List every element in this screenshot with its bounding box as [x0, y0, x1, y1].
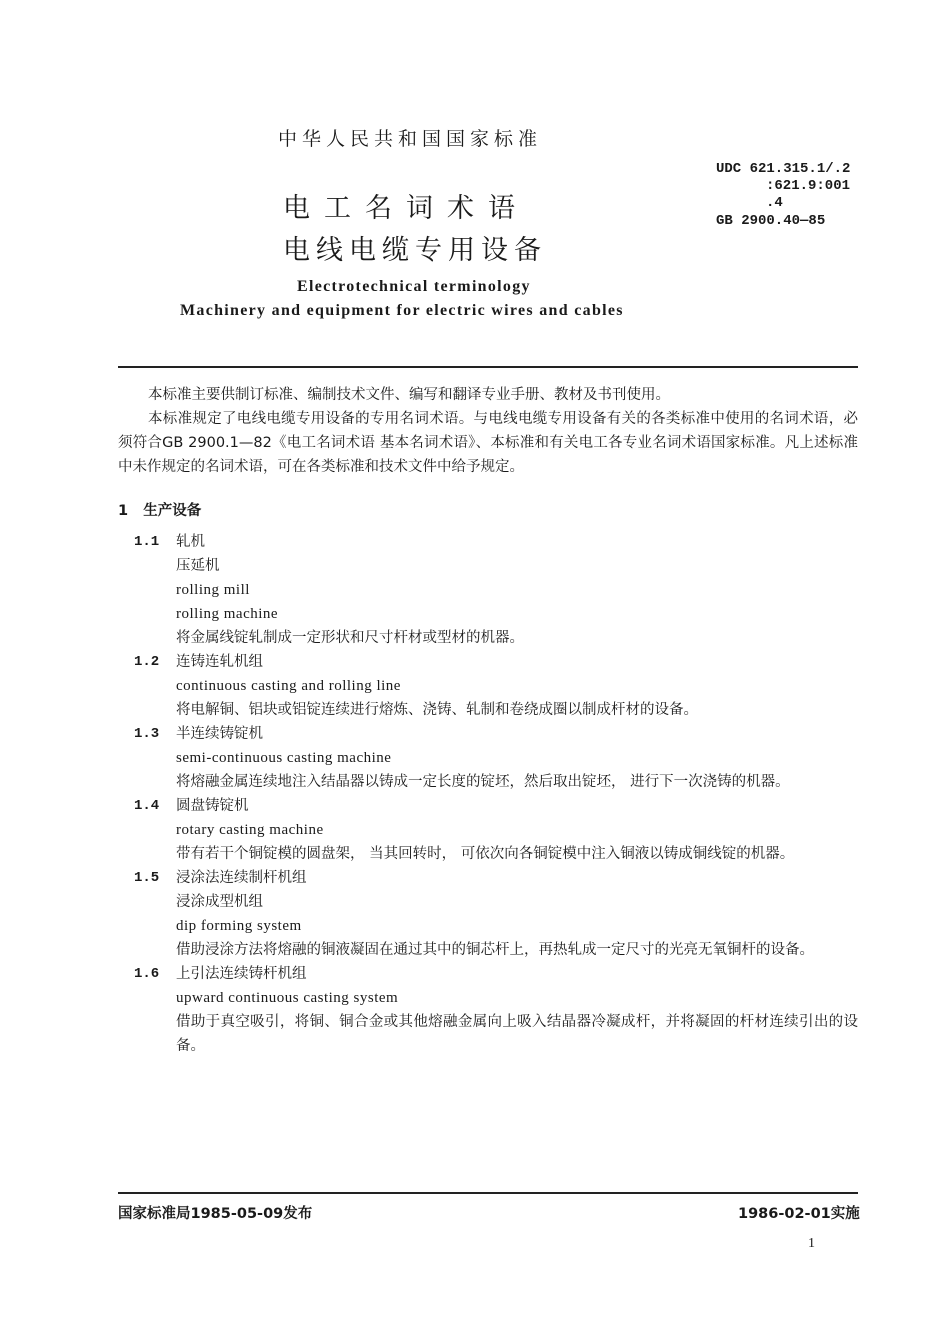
term-definition: 将熔融金属连续地注入结晶器以铸成一定长度的锭坯，然后取出锭坯， 进行下一次浇铸的机器。: [176, 774, 790, 790]
term-en: semi-continuous casting machine: [176, 750, 392, 766]
intro-text: [118, 383, 858, 479]
section-title: 生产设备: [143, 503, 202, 519]
term-cn: 压延机: [176, 558, 220, 574]
intro-paragraph-2: 本标准规定了电线电缆专用设备的专用名词术语。与电线电缆专用设备有关的各类标准中使用的名词术语，必须符合GB 2900.1—82《电工名词术语 基本名词术语》、本标准和有关电工各专业名词术语国家标准。凡上述标准中未作规定的名词术语，可在各类标准和技术文件中给予规定。: [118, 411, 858, 475]
term-definition: 借助浸涂方法将熔融的铜液凝固在通过其中的铜芯杆上，再热轧成一定尺寸的光亮无氧铜杆的设备。: [176, 942, 814, 958]
term-cn: 浸涂成型机组: [176, 894, 263, 910]
udc-code-line1: UDC 621.315.1/.2: [716, 161, 851, 177]
intro-paragraph-1: 本标准主要供制订标准、编制技术文件、编写和翻译专业手册、教材及书刊使用。: [148, 387, 670, 403]
term-en: upward continuous casting system: [176, 990, 399, 1006]
header-divider: [118, 366, 858, 368]
national-standard-heading: 中华人民共和国国家标准: [278, 128, 543, 150]
entry-number: 1.1: [134, 534, 160, 550]
term-definition: 将电解铜、铝块或铝锭连续进行熔炼、浇铸、轧制和卷绕成圈以制成杆材的设备。: [176, 702, 698, 718]
document-title-line1: 电工名词术语: [283, 193, 529, 224]
term-entries: [118, 530, 858, 1058]
term-definition: 带有若干个铜锭模的圆盘架， 当其回转时， 可依次向各铜锭模中注入铜液以铸成铜线锭的机器。: [176, 846, 795, 862]
effective-date: 1986-02-01实施: [738, 1206, 860, 1222]
term-cn: 轧机: [176, 534, 205, 550]
page-number: 1: [808, 1236, 815, 1251]
gb-standard-code: GB 2900.40—85: [716, 213, 826, 229]
issue-date: 国家标准局1985-05-09发布: [118, 1206, 313, 1222]
term-entry: [118, 722, 858, 794]
term-entry: [118, 650, 858, 722]
term-entry: [118, 866, 858, 962]
entry-number: 1.5: [134, 870, 160, 886]
english-title-line2: Machinery and equipment for electric wires and cables: [180, 302, 624, 319]
udc-code-line2: :621.9:001: [766, 178, 851, 194]
section-heading: [118, 499, 201, 520]
term-en: rotary casting machine: [176, 822, 324, 838]
entry-number: 1.2: [134, 654, 160, 670]
term-cn: 半连续铸锭机: [176, 726, 263, 742]
udc-code-line3: .4: [766, 195, 783, 211]
term-definition: 将金属线锭轧制成一定形状和尺寸杆材或型材的机器。: [176, 630, 524, 646]
footer-divider: [118, 1192, 858, 1194]
term-definition: 借助于真空吸引，将铜、铜合金或其他熔融金属向上吸入结晶器冷凝成杆，并将凝固的杆材连续引出的设备。: [176, 1014, 858, 1054]
term-cn: 上引法连续铸杆机组: [176, 966, 307, 982]
term-cn: 圆盘铸锭机: [176, 798, 249, 814]
term-entry: [118, 794, 858, 866]
term-en: dip forming system: [176, 918, 302, 934]
term-entry: [118, 962, 858, 1058]
section-number: 1: [118, 503, 129, 519]
term-cn: 连铸连轧机组: [176, 654, 263, 670]
term-en: rolling machine: [176, 606, 279, 622]
term-cn: 浸涂法连续制杆机组: [176, 870, 307, 886]
term-entry: [118, 530, 858, 650]
document-title-line2: 电线电缆专用设备: [283, 235, 547, 266]
entry-number: 1.3: [134, 726, 160, 742]
entry-number: 1.4: [134, 798, 160, 814]
entry-number: 1.6: [134, 966, 160, 982]
term-en: rolling mill: [176, 582, 250, 598]
term-en: continuous casting and rolling line: [176, 678, 401, 694]
english-title-line1: Electrotechnical terminology: [297, 278, 531, 295]
